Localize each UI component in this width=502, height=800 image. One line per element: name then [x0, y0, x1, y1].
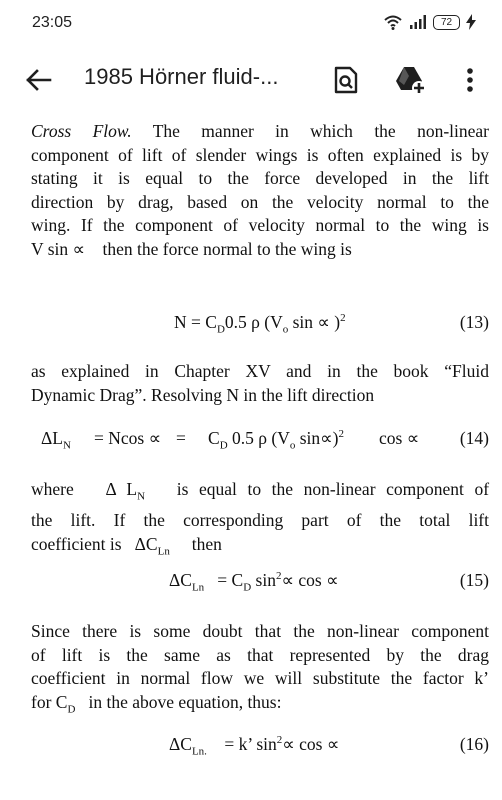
document-title: 1985 Hörner fluid-...	[84, 64, 279, 89]
equation-14: $\Delta L_N$ = Ncos ∝ = $C_D$ 0.5 ρ ($V_o$ sin∝)$^2$ cos ∝ (14)	[41, 428, 489, 452]
status-bar	[0, 0, 502, 48]
back-arrow-icon[interactable]	[22, 64, 54, 96]
equation-13: $N = C_D0.5$ ρ ($V_o$ sin ∝ )$^2$ (13)	[174, 312, 489, 336]
signal-icon	[409, 14, 427, 30]
paragraph-chapter-ref: as explained in Chapter XV and in the book “Fluid Dynamic Drag”. Resolving N in the lift direction	[31, 361, 489, 405]
app-bar	[0, 48, 502, 112]
more-options-button[interactable]	[452, 62, 488, 98]
document-search-icon	[333, 66, 359, 94]
search-document-button[interactable]	[328, 62, 364, 98]
equation-15: $\Delta C_{Ln}$ = $C_D$ $\sin^2\propto \cos$ ∝ (15)	[169, 570, 489, 594]
equation-number: (16)	[459, 734, 489, 754]
paragraph-lift-component: where Δ $L_N$ is equal to the non-linear component of the lift. If the corresponding part of the total lift coefficient is $\Delta C_{Ln}$ then	[31, 479, 490, 557]
drive-add-icon	[394, 65, 426, 95]
section-heading: Cross Flow.	[31, 121, 132, 141]
battery-icon: 72	[433, 15, 460, 30]
more-vert-icon	[466, 67, 474, 93]
paragraph-substitution: Since there is some doubt that the non-linear component of lift is the same as that represented by the drag coefficient in normal flow we will substitute the factor k’ for $C_D$ in the above equation, thus:	[31, 621, 489, 715]
charging-icon	[466, 14, 476, 30]
equation-number: (14)	[459, 428, 489, 448]
equation-16: $\Delta C_{Ln.}$ = k’ $\sin^2\propto \cos$ ∝ (16)	[169, 734, 489, 758]
add-to-drive-button[interactable]	[392, 62, 428, 98]
status-time: 23:05	[32, 14, 73, 31]
wifi-icon	[383, 14, 403, 30]
paragraph-cross-flow: Cross Flow. The manner in which the non-linear component of lift of slender wings is often explained is by stating it is equal to the force developed in the lift direction by drag, based on the velocity normal to the wing. If the component of velocity normal to the wing is V sin ∝ then the force normal to the wing is	[31, 121, 489, 259]
status-icons	[383, 14, 476, 30]
equation-number: (15)	[459, 570, 489, 590]
equation-number: (13)	[459, 312, 489, 332]
